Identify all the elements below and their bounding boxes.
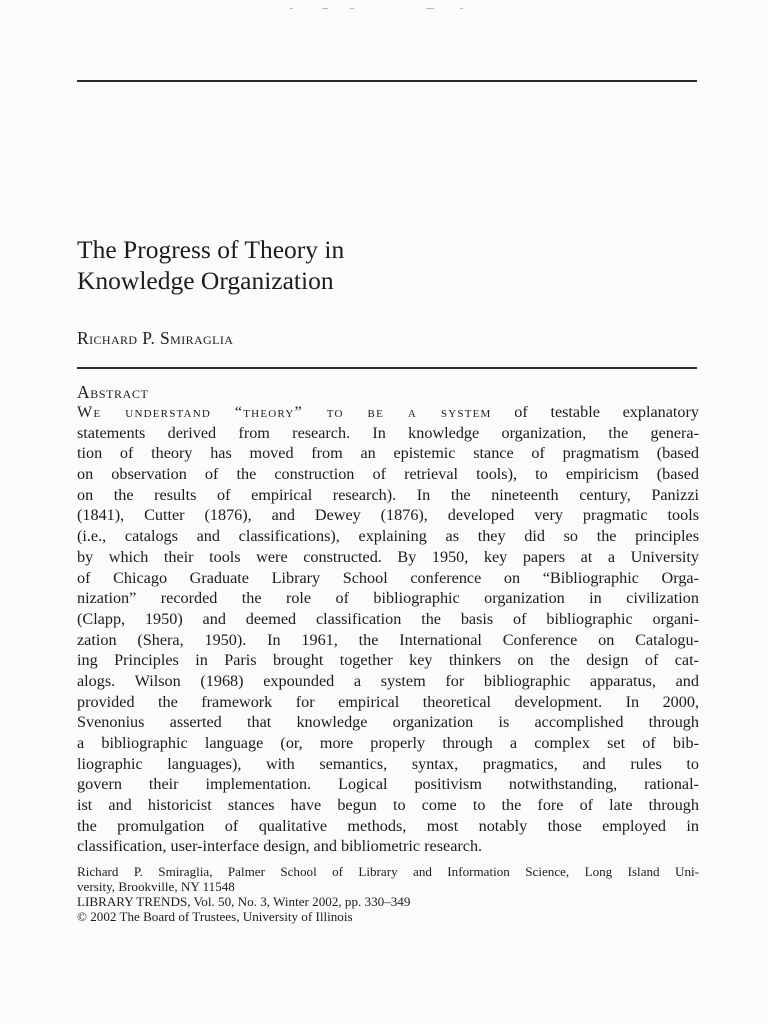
abstract-line: Svenonius asserted that knowledge organization is accomplished through [77,713,699,732]
abstract-line: statements derived from research. In knowledge organization, the genera- [77,423,699,442]
top-rule [77,80,697,82]
abstract-line: by which their tools were constructed. By 1950, key papers at a University [77,547,699,566]
abstract-line: alogs. Wilson (1968) expounded a system for bibliographic apparatus, and [77,671,699,690]
publication-footnote [77,864,699,924]
footnote-line: Richard P. Smiraglia, Palmer School of Library and Information Science, Long Island Uni- [77,864,699,879]
abstract-lead: We understand “theory” to be a system [77,403,492,421]
abstract-line: govern their implementation. Logical positivism notwithstanding, rational- [77,775,699,794]
abstract-rule [77,367,697,369]
abstract-body [77,402,699,857]
scan-speck [350,8,354,9]
footnote-line: © 2002 The Board of Trustees, University of Illinois [77,909,353,924]
abstract-line: provided the framework for empirical theoretical development. In 2000, [77,692,699,711]
abstract-line [77,402,699,423]
abstract-line: tion of theory has moved from an epistemic stance of pragmatism (based [77,444,699,463]
abstract-line: of Chicago Graduate Library School conference on “Bibliographic Orga- [77,568,699,587]
abstract-line: ing Principles in Paris brought together key thinkers on the design of cat- [77,651,699,670]
scan-speck [460,8,463,9]
author-name: Richard P. Smiraglia [77,328,234,348]
abstract-line: classification, user-interface design, and bibliometric research. [77,837,483,856]
abstract-line: the promulgation of qualitative methods, most notably those employed in [77,816,699,835]
abstract-line: nization” recorded the role of bibliographic organization in civilization [77,589,699,608]
title-line: The Progress of Theory in [77,235,345,264]
abstract-line: zation (Shera, 1950). In 1961, the International Conference on Catalogu- [77,630,699,649]
abstract-line: on observation of the construction of retrieval tools), to empiricism (based [77,465,699,484]
abstract-line: (1841), Cutter (1876), and Dewey (1876), developed very pragmatic tools [77,506,699,525]
abstract-line: on the results of empirical research). In the nineteenth century, Panizzi [77,485,699,504]
scan-speck [426,8,434,9]
abstract-line: (Clapp, 1950) and deemed classification the basis of bibliographic organi- [77,609,699,628]
article-title [77,234,677,296]
abstract-line: liographic languages), with semantics, syntax, pragmatics, and rules to [77,754,699,773]
scan-speck [322,8,328,9]
scan-speck [290,8,293,9]
abstract-line-text: of testable explanatory [491,403,699,421]
footnote-line: LIBRARY TRENDS, Vol. 50, No. 3, Winter 2002, pp. 330–349 [77,894,411,909]
title-line: Knowledge Organization [77,266,334,295]
abstract-heading: Abstract [77,382,149,402]
abstract-line: ist and historicist stances have begun to come to the fore of late through [77,796,699,815]
footnote-line: versity, Brookville, NY 11548 [77,879,235,894]
abstract-line: (i.e., catalogs and classifications), explaining as they did so the principles [77,527,699,546]
abstract-line: a bibliographic language (or, more properly through a complex set of bib- [77,734,699,752]
